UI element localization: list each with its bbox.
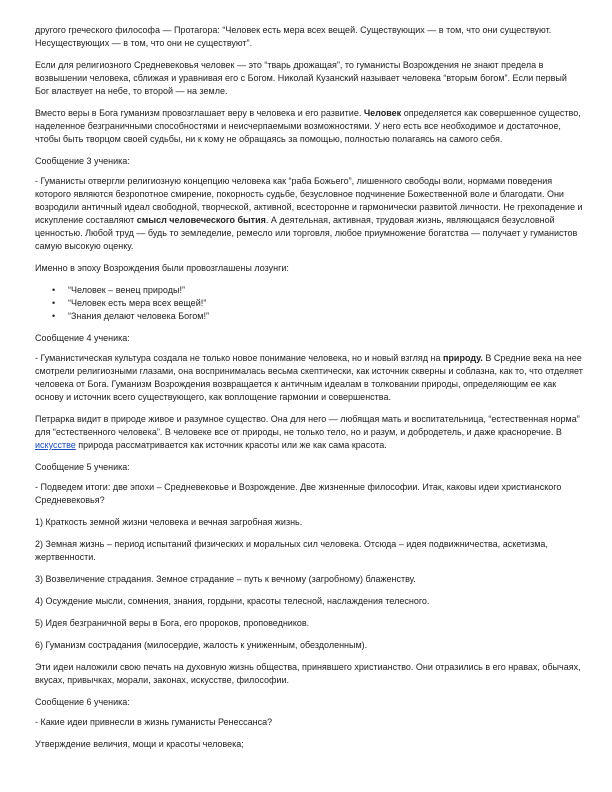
text-run: 2) Земная жизнь – период испытаний физических и моральных сил человека. Отсюда – идея подвижничества, аскетизма, жертвенности. xyxy=(35,539,548,562)
paragraph xyxy=(35,538,583,564)
text-run: В Средние века на нее смотрели религиозными глазами, она воспринималась весьма скептически, как источник скверны и соблазна, как то, что отделяет человека от Бога. Гуманизм Возрождения возвращается к античным идеалам в толковании природы, определяющим ее как основу и источник всего существующего, как воплощение гармонии и совершенства. xyxy=(35,353,583,402)
paragraph xyxy=(35,617,583,630)
slogan-list-item: • “Человек есть мера всех вещей!” xyxy=(68,297,583,310)
text-run: другого греческого философа — Протагора: “Человек есть мера всех вещей. Существующих — в том, что они существуют. Несуществующих — в том, что они не существуют”. xyxy=(35,25,552,48)
text-run: 4) Осуждение мысли, сомнения, знания, гордыни, красоты телесной, наслаждения телесного. xyxy=(35,596,430,606)
text-run: - Гуманистическая культура создала не только новое понимание человека, но и новый взгляд на xyxy=(35,353,443,363)
text-run: 1) Краткость земной жизни человека и вечная загробная жизнь. xyxy=(35,517,303,527)
paragraph xyxy=(35,573,583,586)
text-run: 5) Идея безграничной веры в Бога, его пророков, проповедников. xyxy=(35,618,310,628)
paragraph xyxy=(35,595,583,608)
text-run: Если для религиозного Средневековья человек — это “тварь дрожащая”, то гуманисты Возрождения не знают предела в возвышении человека, сближая и уравнивая его с Богом. Николай Кузанский называет человека “вторым богом”. Если первый Бог властвует на небе, то второй — на земле. xyxy=(35,60,567,96)
art-link[interactable]: искусстве xyxy=(35,440,76,450)
document-body xyxy=(35,24,583,760)
slogan-list xyxy=(35,284,583,323)
text-run: Утверждение величия, мощи и красоты человека; xyxy=(35,739,244,749)
text-run: Эти идеи наложили свою печать на духовную жизнь общества, принявшего христианство. Они отразились в его нравах, обычаях, вкусах, привычках, морали, законах, искусстве, философии. xyxy=(35,662,581,685)
student-message-heading xyxy=(35,696,583,709)
slogan-list-item: • “Человек – венец природы!” xyxy=(68,284,583,297)
text-run: определяется как совершенное существо, наделенное безграничными способностями и неисчерпаемыми возможностями. У него есть все необходимое и достаточное, чтобы быть творцом своей судьбы, ни к кому не обращаясь за помощью, полностью полагаясь на самого себя. xyxy=(35,108,581,144)
slogan-list-item: • “Знания делают человека Богом!” xyxy=(68,310,583,323)
paragraph xyxy=(35,24,583,50)
student-message-heading xyxy=(35,461,583,474)
text-run: 3) Возвеличение страдания. Земное страдание – путь к вечному (загробному) блаженству. xyxy=(35,574,416,584)
bold-term: смысл человеческого бытия xyxy=(136,215,266,225)
text-run: Сообщение 3 ученика: xyxy=(35,156,130,166)
text-run: Вместо веры в Бога гуманизм провозглашает веру в человека и его развитие. xyxy=(35,108,364,118)
text-run: Сообщение 6 ученика: xyxy=(35,697,130,707)
paragraph xyxy=(35,661,583,687)
paragraph xyxy=(35,262,583,275)
student-message-heading xyxy=(35,332,583,345)
student-message-heading xyxy=(35,155,583,168)
paragraph xyxy=(35,352,583,404)
text-run: - Подведем итоги: две эпохи – Средневековье и Возрождение. Две жизненные философии. Итак, каковы идеи христианского Средневековья? xyxy=(35,482,562,505)
text-run: Сообщение 4 ученика: xyxy=(35,333,130,343)
paragraph xyxy=(35,639,583,652)
text-run: Петрарка видит в природе живое и разумное существо. Она для него — любящая мать и воспитательница, “естественная норма” для “естественного человека”. В человеке все от природы, не только тело, но и разум, и добродетель, и даже красноречие. В xyxy=(35,414,580,437)
bold-term: природу. xyxy=(443,353,483,363)
bold-term: Человек xyxy=(363,108,402,118)
text-run: Сообщение 5 ученика: xyxy=(35,462,130,472)
paragraph xyxy=(35,175,583,253)
paragraph xyxy=(35,716,583,729)
text-run: - Какие идеи привнесли в жизнь гуманисты Ренессанса? xyxy=(35,717,273,727)
text-run: 6) Гуманизм сострадания (милосердие, жалость к униженным, обездоленным). xyxy=(35,640,368,650)
paragraph xyxy=(35,481,583,507)
paragraph xyxy=(35,59,583,98)
paragraph xyxy=(35,413,583,452)
paragraph xyxy=(35,738,583,751)
text-run: - Гуманисты отвергли религиозную концепцию человека как “раба Божьего”, лишенного свободы воли, нормами поведения которого являются безропотное смирение, покорность судьбе, безусловное подчинение Божественной воле и благодати. Они возродили античный идеал свободной, творческой, активной, всесторонне и гармонически развитой личности. Не грехопадение и искупление составляют xyxy=(35,176,583,225)
paragraph xyxy=(35,516,583,529)
text-run: Именно в эпоху Возрождения были провозглашены лозунги: xyxy=(35,263,289,273)
paragraph xyxy=(35,107,583,146)
text-run: природа рассматривается как источник красоты или же как сама красота. xyxy=(75,440,387,450)
text-run: . А деятельная, активная, трудовая жизнь, являющаяся безусловной ценностью. Любой труд — будь то земледелие, ремесло или торговля, любое приумножение богатства — получает у гуманистов самую высокую оценку. xyxy=(35,215,578,251)
